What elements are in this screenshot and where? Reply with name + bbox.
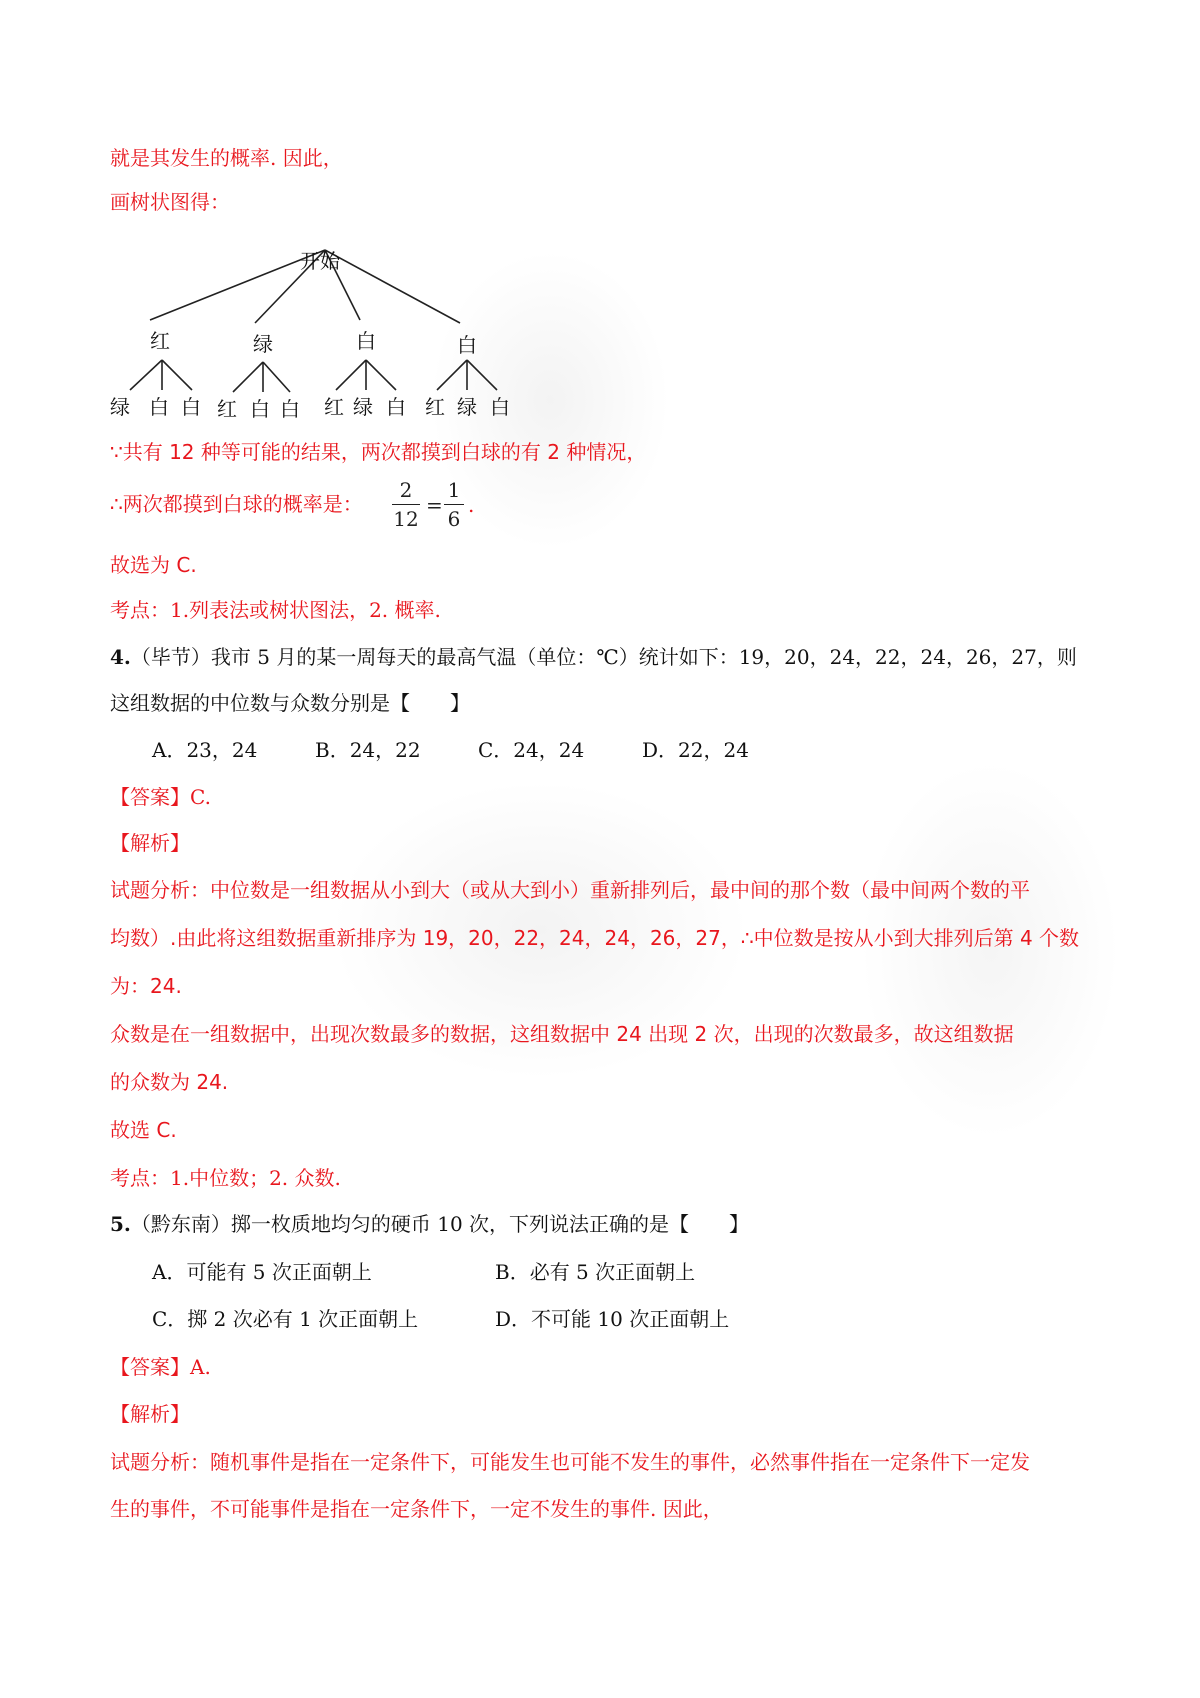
tree-leaf: 绿	[353, 395, 373, 419]
tree-leaf: 绿	[110, 395, 130, 419]
fraction-denominator: 6	[447, 507, 461, 531]
tree-root: 开始	[300, 249, 340, 273]
option-d: D．22，24	[642, 738, 749, 762]
fraction-bar	[444, 504, 464, 505]
answer-line: 【答案】C.	[110, 785, 211, 809]
tree-leaf: 绿	[457, 395, 477, 419]
option-a: A．可能有 5 次正面朝上	[152, 1260, 372, 1284]
kaodian-line: 考点：1.列表法或树状图法，2. 概率.	[110, 598, 441, 622]
analysis-label: 【解析】	[110, 831, 190, 855]
analysis-text: 试题分析：随机事件是指在一定条件下，可能发生也可能不发生的事件，必然事件指在一定条件下一定发	[110, 1450, 1030, 1474]
fraction-numerator: 2	[399, 478, 413, 502]
tree-leaf: 红	[425, 395, 445, 419]
fraction	[392, 478, 420, 531]
tree-level1-node: 绿	[253, 332, 273, 356]
question-4-line2	[110, 691, 470, 715]
question-5-line1	[110, 1212, 749, 1236]
tree-level1-node: 红	[150, 329, 170, 353]
question-4-line1	[110, 645, 1077, 669]
equals-sign: =	[426, 493, 443, 517]
analysis-text: 为：24.	[110, 974, 182, 998]
text-line: ∴两次都摸到白球的概率是：	[110, 492, 363, 516]
fraction-denominator: 12	[393, 507, 419, 531]
tree-leaf: 红	[324, 395, 344, 419]
fraction-bar	[392, 504, 420, 505]
answer-line: 【答案】A.	[110, 1355, 211, 1379]
tree-leaf: 白	[280, 397, 300, 421]
text-line: 画树状图得：	[110, 190, 230, 214]
option-c: C．24，24	[478, 738, 585, 762]
fraction-numerator: 1	[447, 478, 461, 502]
question-stem: （黔东南）掷一枚质地均匀的硬币 10 次，下列说法正确的是【 】	[130, 1212, 750, 1236]
tree-leaf: 白	[149, 395, 169, 419]
tree-leaf: 白	[250, 397, 270, 421]
fraction	[444, 478, 464, 531]
question-stem: 这组数据的中位数与众数分别是【 】	[110, 691, 470, 715]
question-number: 5.	[110, 1212, 131, 1236]
kaodian-line: 考点：1.中位数；2. 众数.	[110, 1166, 341, 1190]
option-b: B．24，22	[315, 738, 421, 762]
analysis-text: 试题分析：中位数是一组数据从小到大（或从大到小）重新排列后，最中间的那个数（最中间两个数的平	[110, 878, 1030, 902]
analysis-text: 生的事件，不可能事件是指在一定条件下，一定不发生的事件. 因此，	[110, 1497, 723, 1521]
option-b: B．必有 5 次正面朝上	[495, 1260, 696, 1284]
choose-line: 故选 C.	[110, 1118, 177, 1142]
option-a: A．23，24	[152, 738, 258, 762]
question-number: 4.	[110, 645, 131, 669]
tree-leaf: 红	[217, 397, 237, 421]
analysis-text: 众数是在一组数据中，出现次数最多的数据，这组数据中 24 出现 2 次，出现的次数最多，故这组数据	[110, 1022, 1014, 1046]
option-c: C．掷 2 次必有 1 次正面朝上	[152, 1307, 419, 1331]
text-line: ∵共有 12 种等可能的结果，两次都摸到白球的有 2 种情况，	[110, 440, 647, 464]
analysis-text: 的众数为 24.	[110, 1070, 229, 1094]
option-d: D．不可能 10 次正面朝上	[495, 1307, 730, 1331]
analysis-label: 【解析】	[110, 1402, 190, 1426]
analysis-text: 均数）.由此将这组数据重新排序为 19，20，22，24，24，26，27，∴中位数是按从小到大排列后第 4 个数	[110, 926, 1080, 950]
tree-level1-node: 白	[356, 329, 376, 353]
text-line: 故选为 C.	[110, 553, 197, 577]
period: .	[468, 493, 475, 517]
tree-level1-node: 白	[457, 333, 477, 357]
question-stem: （毕节）我市 5 月的某一周每天的最高气温（单位：℃）统计如下：19，20，24，22，24，26，27，则	[130, 645, 1077, 669]
tree-leaf: 白	[490, 395, 510, 419]
tree-leaf: 白	[181, 395, 201, 419]
tree-leaf: 白	[386, 395, 406, 419]
text-line: 就是其发生的概率. 因此，	[110, 146, 343, 170]
watermark-smudge	[860, 760, 1120, 1140]
